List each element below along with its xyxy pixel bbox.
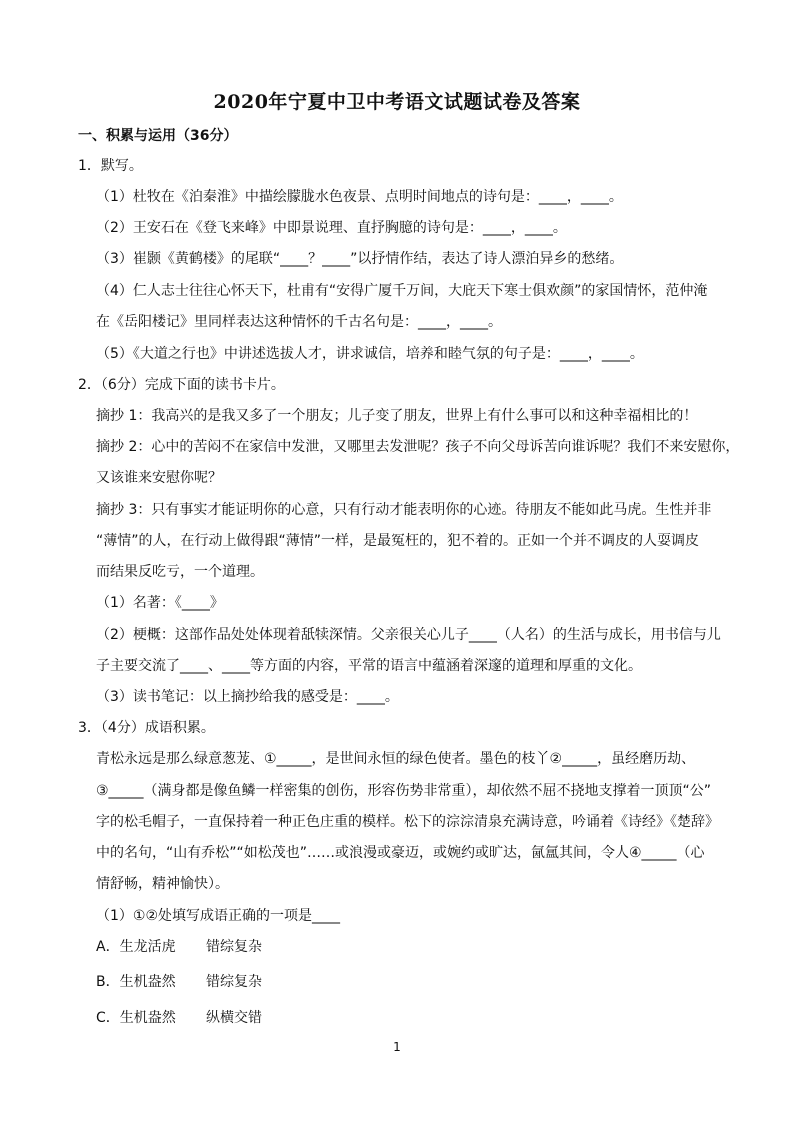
page-title: 2020年宁夏中卫中考语文试题试卷及答案	[213, 91, 581, 113]
question-2-subitem: （2）梗概：这部作品处处体现着舐犊深情。父亲很关心儿子____（人名）的生活与成长，用书信与儿	[96, 627, 721, 643]
question-1-item: （5）《大道之行也》中讲述选拔人才，讲求诚信，培养和睦气氛的句子是：____，____。	[96, 346, 644, 362]
excerpt-3: 摘抄 3：只有事实才能证明你的心意，只有行动才能表明你的心迹。待朋友不能如此马虎。生性并非	[96, 502, 712, 518]
question-3-passage: ③_____（满身都是像鱼鳞一样密集的创伤，形容伤势非常重），却依然不屈不挠地支撑着一顶顶“公”	[96, 783, 712, 799]
option-text: 纵横交错	[206, 1010, 262, 1026]
question-3-heading: 3．（4分）成语积累。	[78, 720, 215, 736]
question-2-subitem-continued: 子主要交流了____、____等方面的内容，平常的语言中蕴涵着深邃的道理和厚重的文化。	[96, 658, 642, 674]
question-2-heading: 2．（6分）完成下面的读书卡片。	[78, 377, 285, 393]
excerpt-3-continued: 而结果反吃亏，一个道理。	[96, 564, 264, 580]
excerpt-1: 摘抄 1：我高兴的是我又多了一个朋友；儿子变了朋友，世界上有什么事可以和这种幸福相比的！	[96, 408, 698, 424]
option-text: 错综复杂	[206, 939, 262, 955]
option-label: C．生机盎然	[96, 1010, 176, 1026]
question-3-subitem: （1）①②处填写成语正确的一项是____	[96, 908, 341, 924]
page-number: 1	[393, 1040, 401, 1054]
question-2-subitem: （3）读书笔记：以上摘抄给我的感受是：____。	[96, 689, 399, 705]
section-heading: 一、积累与运用（36分）	[78, 128, 238, 144]
option-a	[96, 937, 262, 957]
question-1-item-continued: 在《岳阳楼记》里同样表达这种情怀的千古名句是：____，____。	[96, 314, 502, 330]
excerpt-2-continued: 又该谁来安慰你呢？	[96, 470, 222, 486]
question-1-item: （1）杜牧在《泊秦淮》中描绘朦胧水色夜景、点明时间地点的诗句是：____，____。	[96, 189, 623, 205]
option-b	[96, 972, 262, 992]
question-3-passage: 字的松毛帽子，一直保持着一种正色庄重的模样。松下的淙淙清泉充满诗意，吟诵着《诗经》《楚辞》	[96, 814, 719, 830]
question-1-item: （2）王安石在《登飞来峰》中即景说理、直抒胸臆的诗句是：____，____。	[96, 220, 567, 236]
question-3-passage: 情舒畅，精神愉快）。	[96, 876, 229, 892]
question-3-passage: 中的名句，“山有乔松”“如松茂也”……或浪漫或豪迈，或婉约或旷达，氤氲其间，令人④_____（心	[96, 845, 705, 861]
option-label: B．生机盎然	[96, 974, 176, 990]
excerpt-2: 摘抄 2：心中的苦闷不在家信中发泄，又哪里去发泄呢？孩子不向父母诉苦向谁诉呢？我们不来安慰你，	[96, 439, 740, 455]
excerpt-3-continued: “薄情”的人，在行动上做得跟“薄情”一样，是最冤枉的，犯不着的。正如一个并不调皮的人耍调皮	[96, 533, 700, 549]
question-3-passage: 青松永远是那么绿意葱茏、①_____，是世间永恒的绿色使者。墨色的枝丫②_____，虽经磨历劫、	[96, 751, 696, 767]
option-c	[96, 1008, 262, 1028]
question-1-heading: 1．默写。	[78, 158, 143, 174]
option-label: A．生龙活虎	[96, 939, 176, 955]
option-text: 错综复杂	[206, 974, 262, 990]
question-1-item: （4）仁人志士往往心怀天下，杜甫有“安得广厦千万间，大庇天下寒士俱欢颜”的家国情怀，范仲淹	[96, 283, 708, 299]
question-2-subitem: （1）名著：《____》	[96, 595, 224, 611]
question-1-item: （3）崔颢《黄鹤楼》的尾联“____？____”以抒情作结，表达了诗人漂泊异乡的愁绪。	[96, 251, 624, 267]
